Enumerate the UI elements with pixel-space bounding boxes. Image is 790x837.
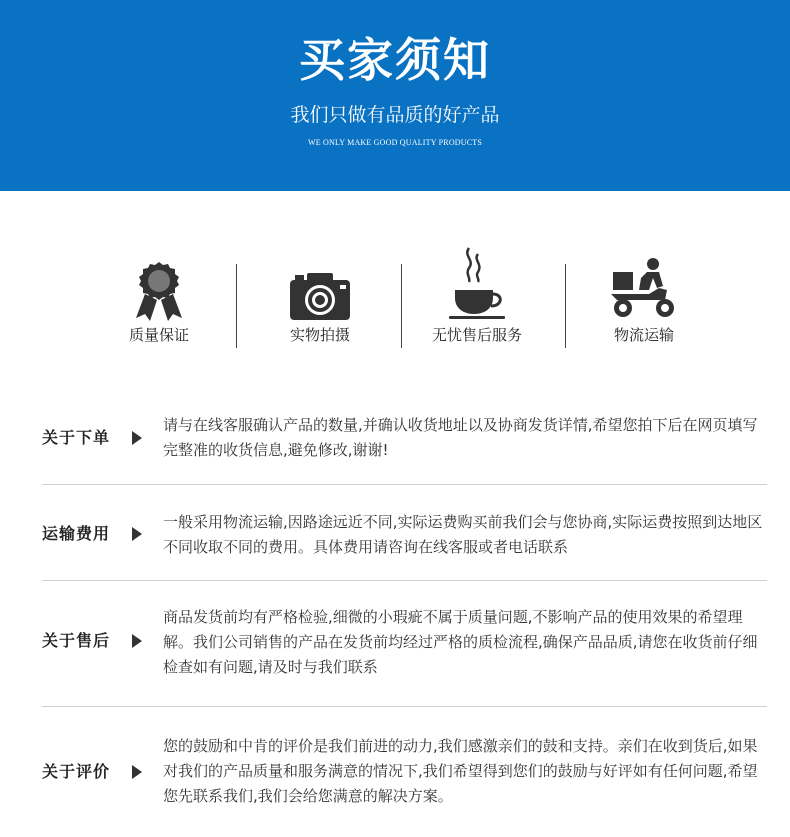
- triangle-right-icon: [132, 765, 142, 779]
- notice-text: 商品发货前均有严格检验,细微的小瑕疵不属于质量问题,不影响产品的使用效果的希望理解。我们公司销售的产品在发货前均经过严格的质检流程,确保产品品质,请您在收货前仔细检查如有问题,请及时与我们联系: [163, 608, 758, 676]
- divider: [401, 264, 402, 348]
- triangle-right-icon: [132, 527, 142, 541]
- notice-text: 您的鼓励和中肯的评价是我们前进的动力,我们感激亲们的鼓和支持。亲们在收到货后,如果对我们的产品质量和服务满意的情况下,我们希望得到您们的鼓励与好评如有任何问题,希望您先联系我们,我们会给您满意的解决方案。: [163, 737, 758, 805]
- page-title: 买家须知: [299, 33, 491, 87]
- feature-after-sales: [407, 230, 547, 360]
- notice-heading: 关于下单: [42, 428, 111, 447]
- notice-ordering: [42, 408, 767, 468]
- feature-label: 物流运输: [613, 326, 674, 344]
- delivery-scooter-icon: [574, 230, 714, 322]
- feature-label: 无忧售后服务: [431, 326, 522, 344]
- feature-label: 质量保证: [128, 326, 189, 344]
- coffee-cup-icon: [407, 230, 547, 322]
- divider: [42, 706, 767, 707]
- notice-after-sales: [42, 596, 767, 686]
- feature-logistics: [574, 230, 714, 360]
- divider: [236, 264, 237, 348]
- notice-shipping: [42, 500, 767, 560]
- notice-text: 请与在线客服确认产品的数量,并确认收货地址以及协商发货详情,希望您拍下后在网页填写完整准的收货信息,避免修改,谢谢!: [163, 416, 758, 459]
- feature-real-photo: [250, 230, 390, 360]
- triangle-right-icon: [132, 431, 142, 445]
- divider: [42, 484, 767, 485]
- notice-heading: 关于评价: [42, 762, 111, 781]
- notice-text: 一般采用物流运输,因路途远近不同,实际运费购买前我们会与您协商,实际运费按照到达地区不同收取不同的费用。具体费用请咨询在线客服或者电话联系: [163, 513, 763, 556]
- notice-heading: 关于售后: [42, 631, 111, 650]
- camera-icon: [250, 230, 390, 322]
- divider: [565, 264, 566, 348]
- banner-subtitle: 我们只做有品质的好产品: [290, 104, 500, 126]
- banner-subtitle-english: WE ONLY MAKE GOOD QUALITY PRODUCTS: [307, 138, 483, 147]
- feature-quality: [89, 230, 229, 360]
- divider: [42, 580, 767, 581]
- header-banner: [0, 0, 790, 191]
- notice-reviews: [42, 722, 767, 822]
- award-badge-icon: [89, 230, 229, 322]
- triangle-right-icon: [132, 634, 142, 648]
- feature-strip: [0, 230, 790, 360]
- feature-label: 实物拍摄: [289, 326, 350, 344]
- notice-heading: 运输费用: [42, 524, 111, 543]
